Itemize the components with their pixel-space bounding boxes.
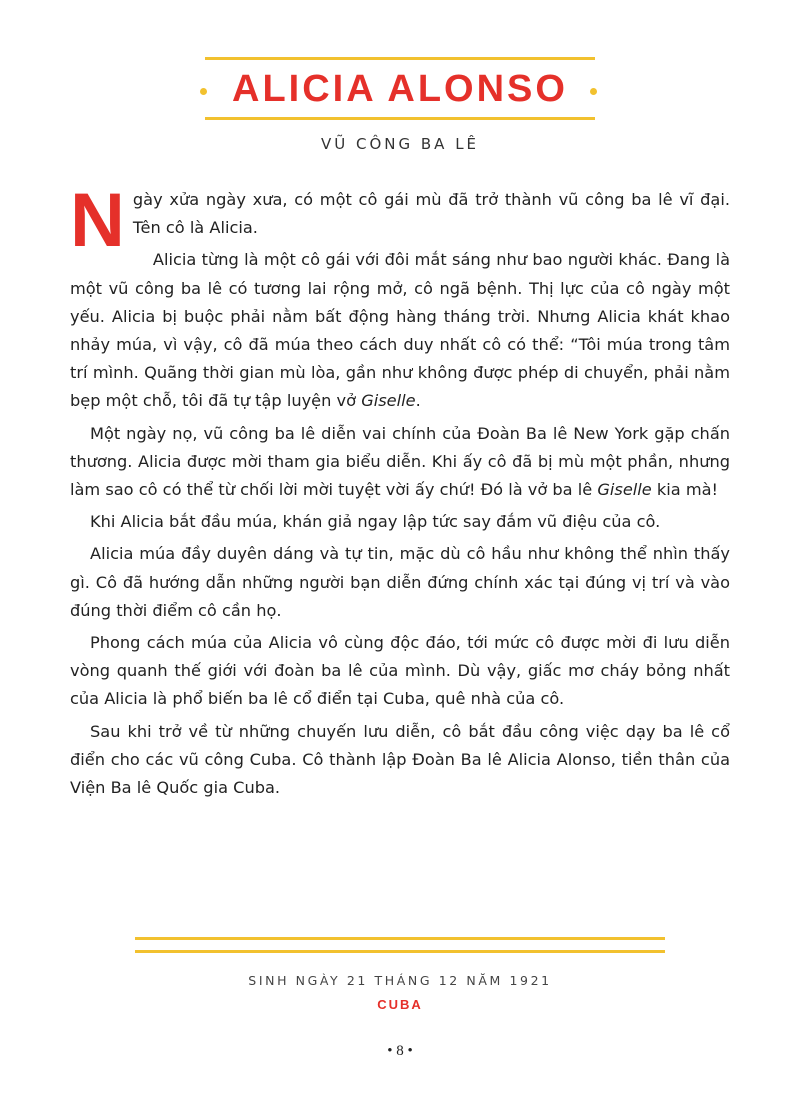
page-title: ALICIA ALONSO bbox=[232, 68, 568, 110]
paragraph-3-end: kia mà! bbox=[651, 480, 719, 500]
paragraph-5: Alicia múa đầy duyên dáng và tự tin, mặc dù cô hầu như không thể nhìn thấy gì. Cô đã hướng dẫn những người bạn diễn đứng chính xác tại đúng vị trí và vào đúng thời điểm cô cần họ. bbox=[70, 544, 730, 620]
footer-rule-top bbox=[135, 937, 665, 940]
article-body bbox=[70, 178, 730, 806]
country-label: CUBA bbox=[377, 997, 423, 1012]
paragraph-2-text: Alicia từng là một cô gái với đôi mắt sáng như bao người khác. Đang là một vũ công ba lê có tương lai rộng mở, cô ngã bệnh. Thị lực của cô ngày một yếu. Alicia bị buộc phải nằm bất động hàng tháng trời. Nhưng Alicia khát khao nhảy múa, vì vậy, cô đã múa theo cách duy nhất cô có thể: “Tôi múa trong tâm trí mình. Quãng thời gian mù lòa, gần như không được phép di chuyển, phải nằm bẹp một chỗ, tôi đã tự tập luyện vở bbox=[70, 250, 730, 411]
work-title-giselle: Giselle bbox=[597, 480, 652, 500]
paragraph-3 bbox=[70, 420, 730, 505]
header-rule-top bbox=[205, 57, 595, 60]
header-rule-bottom bbox=[205, 117, 595, 120]
header-bullet-right bbox=[590, 88, 597, 95]
paragraph-4: Khi Alicia bắt đầu múa, khán giả ngay lập tức say đắm vũ điệu của cô. bbox=[90, 512, 661, 532]
paragraph-1-text: gày xửa ngày xưa, có một cô gái mù đã trở thành vũ công ba lê vĩ đại. Tên cô là Alicia. bbox=[132, 190, 730, 238]
paragraph-7: Sau khi trở về từ những chuyến lưu diễn, cô bắt đầu công việc dạy ba lê cổ điển cho các vũ công Cuba. Cô thành lập Đoàn Ba lê Alicia Alonso, tiền thân của Viện Ba lê Quốc gia Cuba. bbox=[70, 721, 730, 798]
paragraph-2 bbox=[70, 246, 730, 415]
footer-rule-bottom bbox=[135, 950, 665, 953]
paragraph-2-end: . bbox=[415, 391, 421, 411]
paragraph-1 bbox=[70, 178, 730, 263]
page-subtitle: VŨ CÔNG BA LÊ bbox=[320, 135, 480, 153]
paragraph-6: Phong cách múa của Alicia vô cùng độc đáo, tới mức cô được mời đi lưu diễn vòng quanh thế giới với đoàn ba lê của mình. Dù vậy, giấc mơ cháy bỏng nhất của Alicia là phổ biến ba lê cổ điển tại Cuba, quê nhà của cô. bbox=[70, 633, 730, 709]
work-title-giselle: Giselle bbox=[361, 391, 416, 411]
drop-cap: N bbox=[70, 178, 125, 263]
paragraph-3-text: Một ngày nọ, vũ công ba lê diễn vai chính của Đoàn Ba lê New York gặp chấn thương. Alicia được mời tham gia biểu diễn. Khi ấy cô đã bị mù một phần, nhưng làm sao cô có thể từ chối lời mời tuyệt vời ấy chứ! Đó là vở ba lê bbox=[70, 423, 730, 500]
page-number: • 8 • bbox=[387, 1043, 413, 1059]
birth-date: SINH NGÀY 21 THÁNG 12 NĂM 1921 bbox=[248, 973, 552, 988]
